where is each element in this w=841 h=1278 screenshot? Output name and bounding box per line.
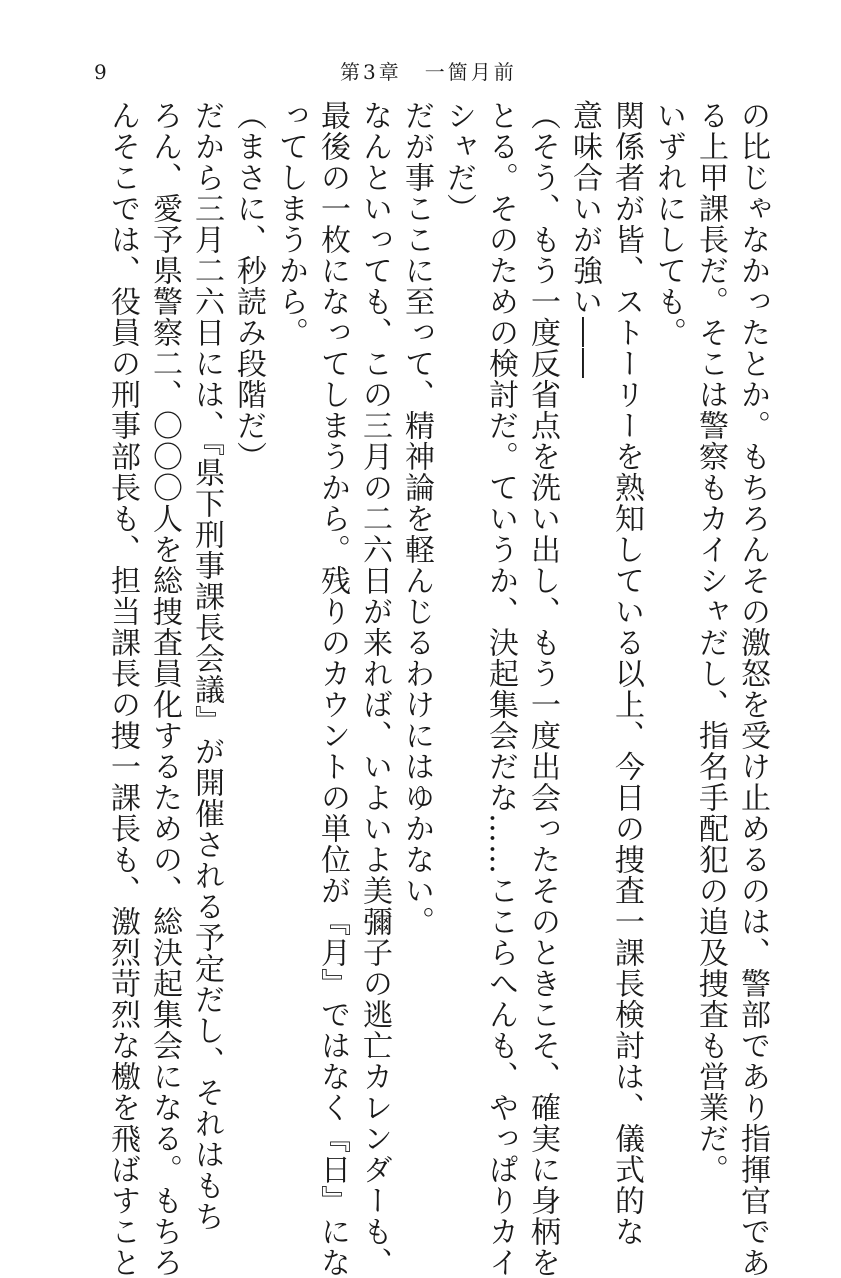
text-line: 意味合いが強い――: [567, 100, 602, 379]
running-head: 第3章 一箇月前: [340, 60, 517, 84]
text-line: だが事ここに至って、精神論を軽んじるわけにはゆかない。: [399, 100, 434, 937]
text-line: とる。そのための検討だ。ていうか、決起集会だな……ここらへんも、やっぱりカイ: [483, 100, 518, 1278]
text-line: んそこでは、役員の刑事部長も、担当課長の捜一課長も、激烈苛烈な檄を飛ばすこと: [105, 100, 140, 1278]
text-line: いずれにしても。: [651, 100, 686, 348]
text-line: る上甲課長だ。そこは警察もカイシャだし、指名手配犯の追及捜査も営業だ。: [693, 100, 728, 1185]
text-line: （まさに、秒読み段階だ）: [231, 100, 266, 472]
page-number: 9: [94, 60, 107, 84]
text-line: シャだ）: [441, 100, 476, 224]
text-line: 最後の一枚になってしまうから。残りのカウントの単位が『月』ではなく『日』にな: [315, 100, 350, 1278]
text-line: だから三月二六日には、『県下刑事課長会議』が開催される予定だし、それはもち: [189, 100, 224, 1232]
text-line: ろん、愛予県警察二、〇〇〇人を総捜査員化するための、総決起集会になる。もちろ: [147, 100, 182, 1278]
body-text: [101, 100, 773, 1278]
text-line: なんといっても、この三月の二六日が来れば、いよいよ美彌子の逃亡カレンダーも、: [357, 100, 392, 1278]
text-line: （そう、もう一度反省点を洗い出し、もう一度出会ったそのときこそ、確実に身柄を: [525, 100, 560, 1278]
text-line: 関係者が皆、ストーリーを熟知している以上、今日の捜査一課長検討は、儀式的な: [609, 100, 644, 1247]
text-line: の比じゃなかったとか。もちろんその激怒を受け止めるのは、警部であり指揮官であ: [735, 100, 770, 1278]
text-line: ってしまうから。: [273, 100, 308, 348]
